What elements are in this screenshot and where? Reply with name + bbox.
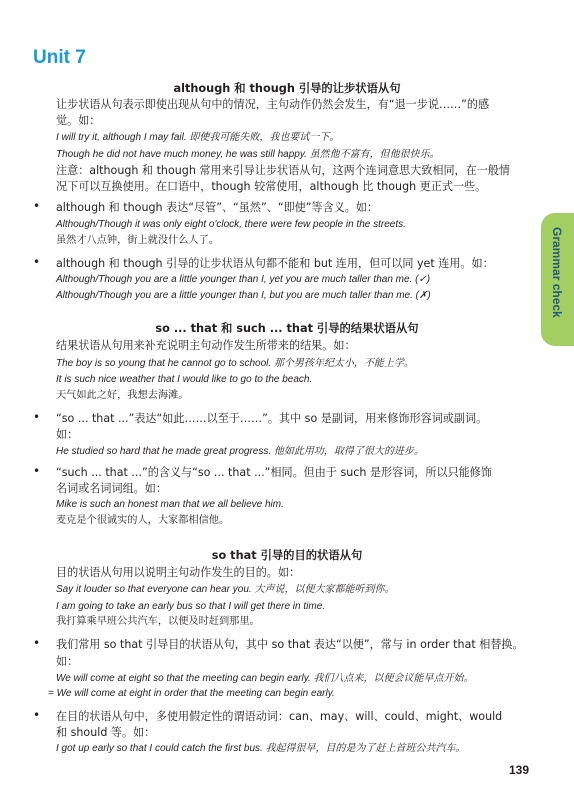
bullet-text: 如：: [56, 655, 79, 668]
intro-line: 让步状语从句表示即使出现从句中的情况，主句动作仍然会发生，有“退一步说……”的感: [56, 98, 490, 111]
example-line: = We will come at eight in order that the meeting can begin early.: [48, 688, 335, 699]
bullet-icon: •: [33, 708, 41, 722]
intro-line: 目的状语从句用以说明主句动作发生的目的。如：: [56, 566, 301, 579]
example-line: Say it louder so that everyone can hear you. 大声说，以便大家都能听到你。: [56, 584, 395, 595]
example-line: It is such nice weather that I would like to go to the beach.: [56, 374, 313, 385]
bullet-icon: •: [33, 636, 41, 650]
translation-line: 天气如此之好，我想去海滩。: [56, 390, 189, 401]
section-heading-so-that-purpose: so that 引导的目的状语从句: [211, 549, 363, 562]
example-line: The boy is so young that he cannot go to school. 那个男孩年纪太小，不能上学。: [56, 358, 414, 369]
intro-line: 觉。如：: [56, 114, 101, 127]
example-line: I will try it, although I may fail. 即使我可能失败，我也要试一下。: [56, 132, 340, 143]
example-line: Although/Though it was only eight o'clock, there were few people in the streets.: [56, 219, 406, 230]
side-tab-label: Grammar check: [550, 227, 564, 318]
bullet-text: “so ... that ...”表达“如此……以至于……”。其中 so 是副词，用来修饰形容词或副词。: [56, 412, 488, 425]
example-line: Although/Though you are a little younger than I, yet you are much taller than me. (✓): [56, 274, 431, 285]
section-heading-so-that-result: so ... that 和 such ... that 引导的结果状语从句: [155, 322, 419, 335]
example-line: Though he did not have much money, he was still happy. 虽然他不富有，但他很快乐。: [56, 149, 440, 160]
bullet-text: 在目的状语从句中，多使用假定性的谓语动词：can、may、will、could、might、would: [56, 710, 503, 723]
bullet-icon: •: [33, 464, 41, 478]
bullet-text: 我们常用 so that 引导目的状语从句，其中 so that 表达“以便”，常与 in order that 相替换。: [56, 638, 524, 651]
bullet-text: 如：: [56, 428, 79, 441]
bullet-text: 名词或名词词组。如：: [56, 482, 167, 495]
translation-line: 麦克是个很诚实的人，大家都相信他。: [56, 515, 230, 526]
bullet-text: 和 should 等。如：: [56, 726, 156, 739]
translation-line: 虽然才八点钟，街上就没什么人了。: [56, 235, 219, 246]
example-line: I got up early so that I could catch the first bus. 我起得很早，目的是为了赶上首班公共汽车。: [56, 743, 466, 754]
bullet-icon: •: [33, 255, 41, 269]
intro-line: 结果状语从句用来补充说明主句动作发生所带来的结果。如：: [56, 339, 356, 352]
example-line: We will come at eight so that the meeting can begin early. 我们八点来，以便会议能早点开始。: [56, 673, 474, 684]
example-line: Mike is such an honest man that we all believe him.: [56, 499, 284, 510]
example-line: He studied so hard that he made great progress. 他如此用功，取得了很大的进步。: [56, 446, 424, 457]
translation-line: 我打算乘早班公共汽车，以便及时赶到那里。: [56, 616, 260, 627]
unit-title: Unit 7: [33, 47, 86, 68]
bullet-text: although 和 though 引导的让步状语从句都不能和 but 连用，但可以同 yet 连用。如：: [56, 257, 494, 270]
example-line: Although/Though you are a little younger than I, but you are much taller than me. (✗): [56, 290, 431, 301]
section-heading-although: although 和 though 引导的让步状语从句: [173, 82, 401, 95]
bullet-text: although 和 though 表达“尽管”、“虽然”、“即使”等含义。如：: [56, 201, 379, 214]
bullet-icon: •: [33, 410, 41, 424]
example-line: I am going to take an early bus so that I will get there in time.: [56, 601, 326, 612]
page-number: 139: [509, 763, 530, 777]
bullet-text: “such ... that ...”的含义与“so ... that ...”相同。但由于 such 是形容词，所以只能修饰: [56, 466, 492, 479]
bullet-icon: •: [33, 199, 41, 213]
note-line: 况下可以互换使用。在口语中，though 较常使用，although 比 though 更正式一些。: [56, 180, 487, 193]
note-line: 注意：although 和 though 常用来引导让步状语从句，这两个连词意思大致相同，在一般情: [56, 164, 511, 177]
